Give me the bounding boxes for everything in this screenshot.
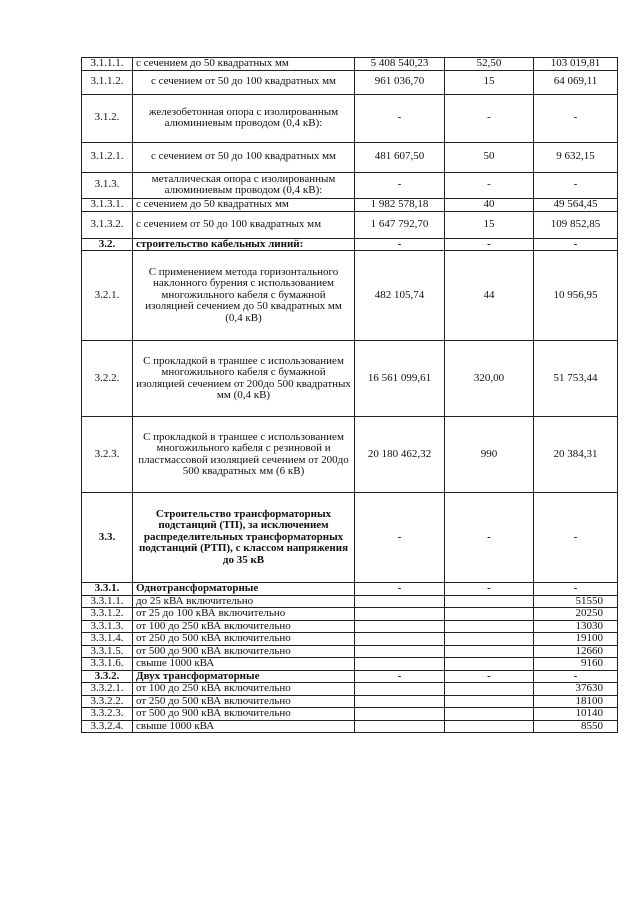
row-value-3: - bbox=[534, 94, 618, 142]
row-value-3: 10 956,95 bbox=[534, 251, 618, 341]
table-row bbox=[82, 683, 618, 696]
tariff-table-body bbox=[82, 58, 618, 733]
row-value-1 bbox=[355, 708, 445, 721]
row-description: от 500 до 900 кВА включительно bbox=[133, 708, 355, 721]
row-description: от 500 до 900 кВА включительно bbox=[133, 645, 355, 658]
table-row bbox=[82, 341, 618, 417]
table-row bbox=[82, 620, 618, 633]
row-description: Двух трансформаторные bbox=[133, 670, 355, 683]
row-value-2: - bbox=[445, 670, 534, 683]
row-value-2: 15 bbox=[445, 211, 534, 238]
row-description: С прокладкой в траншее с использованием многожильного кабеля с бумажной изоляцией сечением от 200до 500 квадратных мм (0,4 кВ) bbox=[133, 341, 355, 417]
row-code: 3.3.1.4. bbox=[82, 633, 133, 646]
row-value-2: 52,50 bbox=[445, 58, 534, 71]
row-code: 3.3.2. bbox=[82, 670, 133, 683]
row-description: с сечением до 50 квадратных мм bbox=[133, 198, 355, 211]
table-row bbox=[82, 211, 618, 238]
row-description: свыше 1000 кВА bbox=[133, 720, 355, 733]
row-code: 3.3.2.3. bbox=[82, 708, 133, 721]
row-value-3: - bbox=[534, 172, 618, 198]
row-value-2: - bbox=[445, 493, 534, 583]
row-description: с сечением до 50 квадратных мм bbox=[133, 58, 355, 71]
row-value-1 bbox=[355, 695, 445, 708]
table-row bbox=[82, 172, 618, 198]
table-row bbox=[82, 198, 618, 211]
row-code: 3.3.1. bbox=[82, 583, 133, 596]
row-description: от 100 до 250 кВА включительно bbox=[133, 620, 355, 633]
row-value-3: 9 632,15 bbox=[534, 142, 618, 172]
row-value-1 bbox=[355, 595, 445, 608]
row-value-1 bbox=[355, 683, 445, 696]
row-description: от 250 до 500 кВА включительно bbox=[133, 695, 355, 708]
row-code: 3.3.2.4. bbox=[82, 720, 133, 733]
row-value-1: - bbox=[355, 583, 445, 596]
table-row bbox=[82, 493, 618, 583]
row-value-2 bbox=[445, 633, 534, 646]
row-value-1: - bbox=[355, 238, 445, 251]
row-description: с сечением от 50 до 100 квадратных мм bbox=[133, 142, 355, 172]
row-value-1 bbox=[355, 720, 445, 733]
row-value-1 bbox=[355, 658, 445, 671]
row-description: с сечением от 50 до 100 квадратных мм bbox=[133, 70, 355, 94]
row-value-3: 37630 bbox=[534, 683, 618, 696]
row-code: 3.3.1.3. bbox=[82, 620, 133, 633]
row-value-3: 18100 bbox=[534, 695, 618, 708]
row-description: металлическая опора с изолированным алюминиевым проводом (0,4 кВ): bbox=[133, 172, 355, 198]
row-code: 3.2.1. bbox=[82, 251, 133, 341]
row-description: до 25 кВА включительно bbox=[133, 595, 355, 608]
row-value-3: 13030 bbox=[534, 620, 618, 633]
row-value-1: 16 561 099,61 bbox=[355, 341, 445, 417]
row-code: 3.3.2.1. bbox=[82, 683, 133, 696]
row-value-1: 20 180 462,32 bbox=[355, 417, 445, 493]
table-row bbox=[82, 633, 618, 646]
row-value-3: - bbox=[534, 493, 618, 583]
row-value-3: 20 384,31 bbox=[534, 417, 618, 493]
row-description: С применением метода горизонтального наклонного бурения с использованием многожильного кабеля с бумажной изоляцией сечением до 50 квадратных мм (0,4 кВ) bbox=[133, 251, 355, 341]
row-value-3: 64 069,11 bbox=[534, 70, 618, 94]
row-code: 3.3.1.5. bbox=[82, 645, 133, 658]
table-row bbox=[82, 608, 618, 621]
row-value-1: 1 647 792,70 bbox=[355, 211, 445, 238]
table-row bbox=[82, 70, 618, 94]
table-row bbox=[82, 720, 618, 733]
row-value-1 bbox=[355, 633, 445, 646]
row-code: 3.1.2. bbox=[82, 94, 133, 142]
table-row bbox=[82, 658, 618, 671]
table-row bbox=[82, 583, 618, 596]
row-value-3: 8550 bbox=[534, 720, 618, 733]
row-code: 3.3.1.1. bbox=[82, 595, 133, 608]
table-row bbox=[82, 645, 618, 658]
row-value-3: - bbox=[534, 238, 618, 251]
row-value-2 bbox=[445, 620, 534, 633]
row-value-2: 44 bbox=[445, 251, 534, 341]
row-value-2: - bbox=[445, 583, 534, 596]
row-code: 3.3.1.2. bbox=[82, 608, 133, 621]
row-value-2 bbox=[445, 683, 534, 696]
row-value-1: - bbox=[355, 94, 445, 142]
row-value-3: 20250 bbox=[534, 608, 618, 621]
table-row bbox=[82, 595, 618, 608]
table-row bbox=[82, 58, 618, 71]
row-value-2 bbox=[445, 695, 534, 708]
row-value-3: 12660 bbox=[534, 645, 618, 658]
row-description: свыше 1000 кВА bbox=[133, 658, 355, 671]
row-value-2: 990 bbox=[445, 417, 534, 493]
row-value-2: 50 bbox=[445, 142, 534, 172]
row-value-3: 49 564,45 bbox=[534, 198, 618, 211]
row-value-3: - bbox=[534, 670, 618, 683]
row-code: 3.2.2. bbox=[82, 341, 133, 417]
row-code: 3.3. bbox=[82, 493, 133, 583]
row-description: Строительство трансформаторных подстанций (ТП), за исключением распределительных трансформаторных подстанций (РТП), с классом напряжения до 35 кВ bbox=[133, 493, 355, 583]
row-value-2: - bbox=[445, 238, 534, 251]
table-row bbox=[82, 94, 618, 142]
row-value-3: 10140 bbox=[534, 708, 618, 721]
row-value-3: 109 852,85 bbox=[534, 211, 618, 238]
row-value-3: 51 753,44 bbox=[534, 341, 618, 417]
row-code: 3.3.2.2. bbox=[82, 695, 133, 708]
row-code: 3.1.3.2. bbox=[82, 211, 133, 238]
row-value-2: - bbox=[445, 172, 534, 198]
row-description: строительство кабельных линий: bbox=[133, 238, 355, 251]
row-value-2 bbox=[445, 645, 534, 658]
table-row bbox=[82, 238, 618, 251]
row-value-2 bbox=[445, 595, 534, 608]
row-code: 3.1.3. bbox=[82, 172, 133, 198]
row-value-1: - bbox=[355, 493, 445, 583]
row-value-3: 9160 bbox=[534, 658, 618, 671]
table-row bbox=[82, 251, 618, 341]
row-code: 3.1.1.1. bbox=[82, 58, 133, 71]
row-description: от 25 до 100 кВА включительно bbox=[133, 608, 355, 621]
table-row bbox=[82, 142, 618, 172]
row-value-1: - bbox=[355, 172, 445, 198]
row-description: с сечением от 50 до 100 квадратных мм bbox=[133, 211, 355, 238]
row-value-2: - bbox=[445, 94, 534, 142]
row-code: 3.1.3.1. bbox=[82, 198, 133, 211]
row-value-3: 19100 bbox=[534, 633, 618, 646]
row-value-1: 482 105,74 bbox=[355, 251, 445, 341]
row-code: 3.1.1.2. bbox=[82, 70, 133, 94]
row-value-2: 320,00 bbox=[445, 341, 534, 417]
tariff-table bbox=[81, 57, 618, 733]
row-value-3: - bbox=[534, 583, 618, 596]
row-value-3: 103 019,81 bbox=[534, 58, 618, 71]
row-code: 3.3.1.6. bbox=[82, 658, 133, 671]
row-value-3: 51550 bbox=[534, 595, 618, 608]
row-value-2 bbox=[445, 720, 534, 733]
row-value-1: 481 607,50 bbox=[355, 142, 445, 172]
row-code: 3.2.3. bbox=[82, 417, 133, 493]
row-code: 3.2. bbox=[82, 238, 133, 251]
row-value-2 bbox=[445, 658, 534, 671]
row-value-1: 1 982 578,18 bbox=[355, 198, 445, 211]
row-value-2 bbox=[445, 608, 534, 621]
table-row bbox=[82, 670, 618, 683]
row-value-1: 961 036,70 bbox=[355, 70, 445, 94]
row-value-2: 15 bbox=[445, 70, 534, 94]
row-value-1 bbox=[355, 608, 445, 621]
row-description: от 250 до 500 кВА включительно bbox=[133, 633, 355, 646]
row-value-2: 40 bbox=[445, 198, 534, 211]
row-description: от 100 до 250 кВА включительно bbox=[133, 683, 355, 696]
row-value-1 bbox=[355, 645, 445, 658]
table-row bbox=[82, 695, 618, 708]
row-value-1: 5 408 540,23 bbox=[355, 58, 445, 71]
row-description: Однотрансформаторные bbox=[133, 583, 355, 596]
row-value-1 bbox=[355, 620, 445, 633]
table-row bbox=[82, 708, 618, 721]
row-description: С прокладкой в траншее с использованием многожильного кабеля с резиновой и пластмассовой изоляцией сечением от 200до 500 квадратных мм (6 кВ) bbox=[133, 417, 355, 493]
row-value-1: - bbox=[355, 670, 445, 683]
row-value-2 bbox=[445, 708, 534, 721]
row-description: железобетонная опора с изолированным алюминиевым проводом (0,4 кВ): bbox=[133, 94, 355, 142]
table-row bbox=[82, 417, 618, 493]
row-code: 3.1.2.1. bbox=[82, 142, 133, 172]
